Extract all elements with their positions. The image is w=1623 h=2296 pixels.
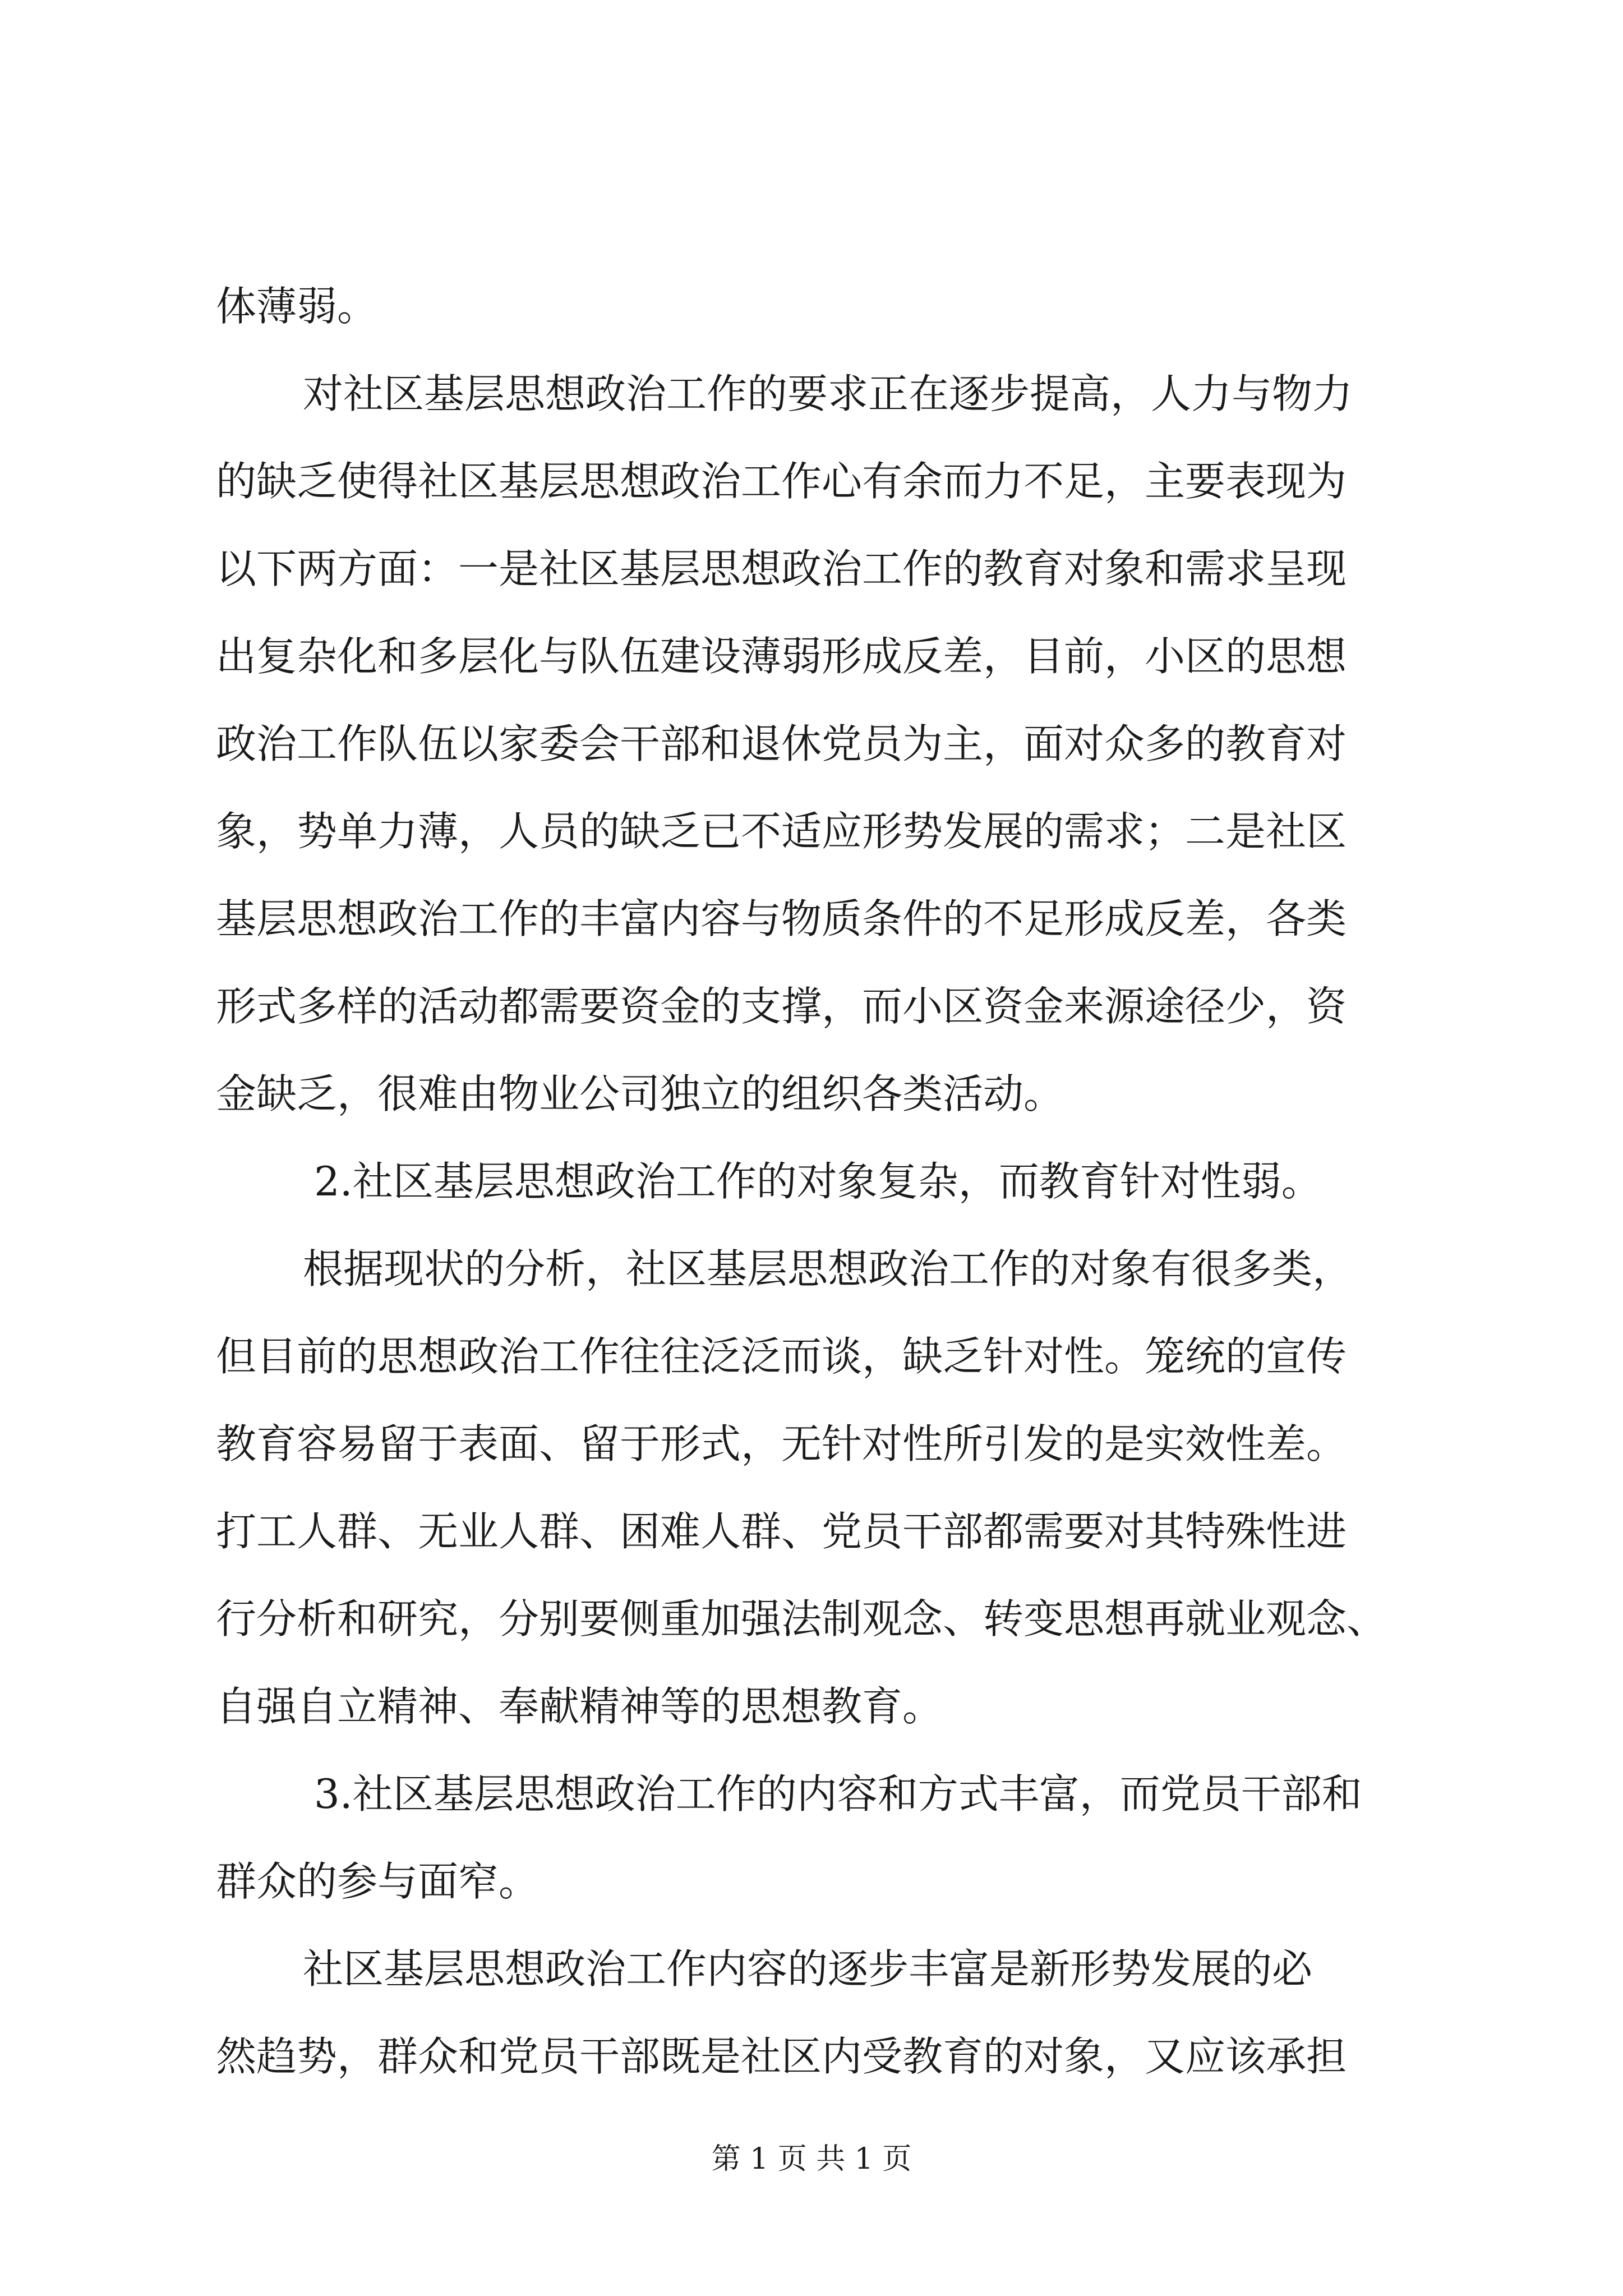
paragraph-line: 以下两方面：一是社区基层思想政治工作的教育对象和需求呈现: [216, 545, 1347, 592]
paragraph-line: 对社区基层思想政治工作的要求正在逐步提高，人力与物力: [303, 370, 1353, 417]
paragraph-line: 基层思想政治工作的丰富内容与物质条件的不足形成反差，各类: [216, 895, 1347, 942]
paragraph-line: 行分析和研究，分别要侧重加强法制观念、转变思想再就业观念、: [216, 1595, 1387, 1642]
paragraph-line: 形式多样的活动都需要资金的支撑，而小区资金来源途径少，资: [216, 983, 1347, 1030]
paragraph-line: 打工人群、无业人群、困难人群、党员干部都需要对其特殊性进: [216, 1508, 1347, 1555]
paragraph-line: 金缺乏，很难由物业公司独立的组织各类活动。: [216, 1070, 1064, 1117]
paragraph-line: 教育容易留于表面、留于形式，无针对性所引发的是实效性差。: [216, 1420, 1347, 1467]
section-heading: 3.社区基层思想政治工作的内容和方式丰富，而党员干部和: [314, 1770, 1362, 1818]
paragraph-line: 社区基层思想政治工作内容的逐步丰富是新形势发展的必: [303, 1945, 1313, 1993]
page-number-footer: 第 1 页 共 1 页: [711, 2142, 912, 2176]
paragraph-line: 出复杂化和多层化与队伍建设薄弱形成反差，目前，小区的思想: [216, 633, 1347, 680]
paragraph-line: 的缺乏使得社区基层思想政治工作心有余而力不足，主要表现为: [216, 458, 1347, 505]
section-heading: 群众的参与面窄。: [216, 1858, 540, 1905]
paragraph-line: 象，势单力薄，人员的缺乏已不适应形势发展的需求；二是社区: [216, 808, 1347, 855]
paragraph-line: 体薄弱。: [216, 283, 378, 330]
section-heading: 2.社区基层思想政治工作的对象复杂，而教育针对性弱。: [314, 1158, 1322, 1205]
paragraph-line: 根据现状的分析，社区基层思想政治工作的对象有很多类，: [303, 1245, 1353, 1292]
paragraph-line: 政治工作队伍以家委会干部和退休党员为主，面对众多的教育对: [216, 720, 1347, 767]
paragraph-line: 自强自立精神、奉献精神等的思想教育。: [216, 1683, 943, 1730]
paragraph-line: 然趋势，群众和党员干部既是社区内受教育的对象，又应该承担: [216, 2033, 1347, 2080]
paragraph-line: 但目前的思想政治工作往往泛泛而谈，缺乏针对性。笼统的宣传: [216, 1333, 1347, 1380]
